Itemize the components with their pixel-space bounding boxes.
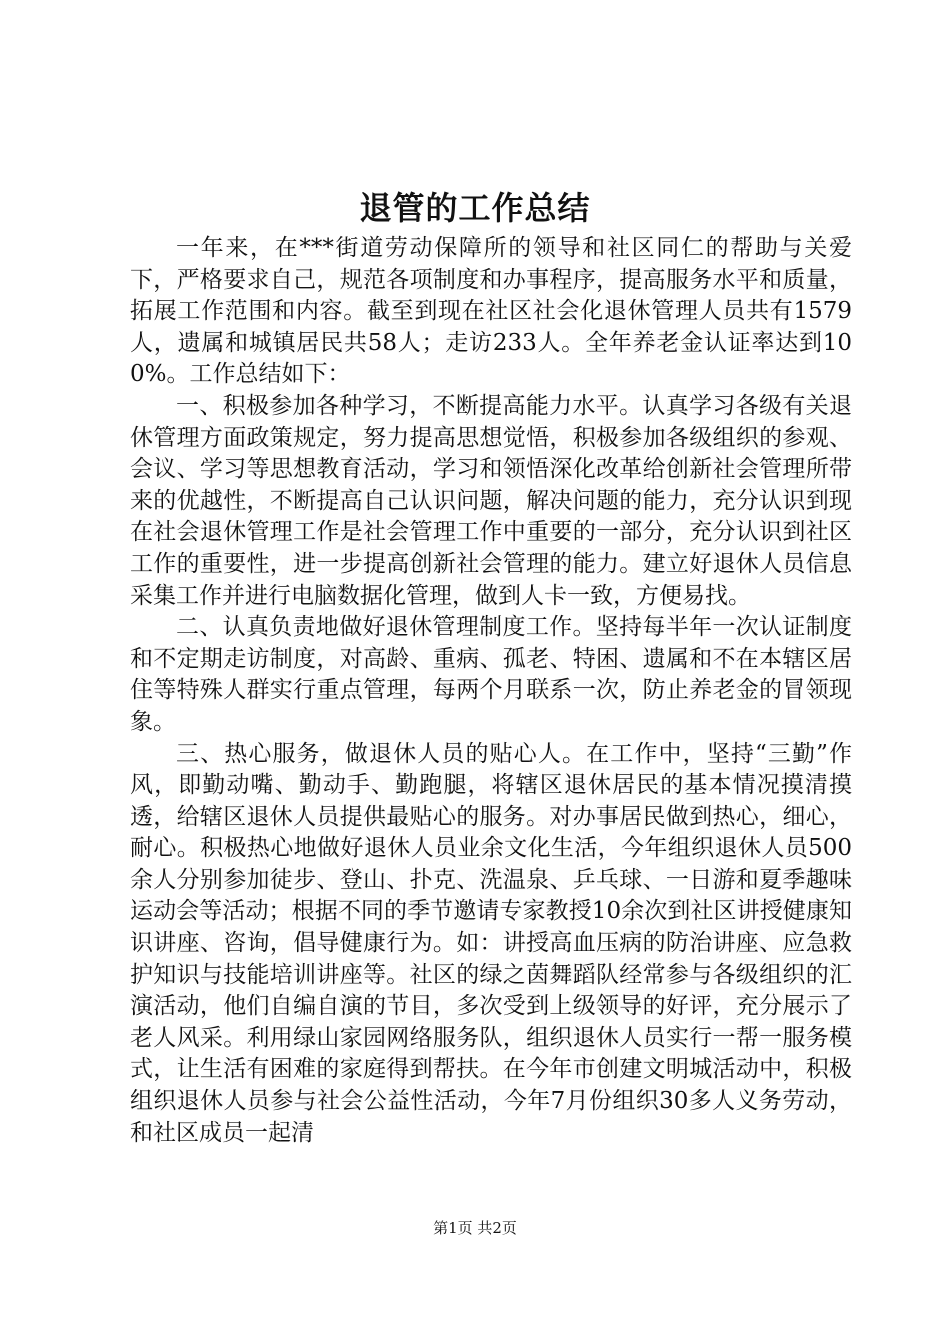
page-number-footer: 第1页 共2页 xyxy=(433,1219,517,1237)
document-title: 退管的工作总结 xyxy=(359,189,591,227)
paragraph-section-1: 一、积极参加各种学习，不断提高能力水平。认真学习各级有关退休管理方面政策规定，努力提高思想觉悟，积极参加各级组织的参观、会议、学习等思想教育活动，学习和领悟深化改革给创新社会管理所带来的优越性，不断提高自己认识问题，解决问题的能力，充分认识到现在社会退休管理工作是社会管理工作中重要的一部分，充分认识到社区工作的重要性，进一步提高创新社会管理的能力。建立好退休人员信息采集工作并进行电脑数据化管理，做到人卡一致，方便易找。 xyxy=(130,392,852,609)
paragraph-section-2: 二、认真负责地做好退休管理制度工作。坚持每半年一次认证制度和不定期走访制度，对高龄、重病、孤老、特困、遗属和不在本辖区居住等特殊人群实行重点管理，每两个月联系一次，防止养老金的冒领现象。 xyxy=(130,614,852,735)
paragraph-intro: 一年来，在***街道劳动保障所的领导和社区同仁的帮助与关爱下，严格要求自己，规范各项制度和办事程序，提高服务水平和质量，拓展工作范围和内容。截至到现在社区社会化退休管理人员共有1579人，遗属和城镇居民共58人；走访233人。全年养老金认证率达到100%。工作总结如下： xyxy=(130,235,852,388)
paragraph-section-3: 三、热心服务，做退休人员的贴心人。在工作中，坚持“三勤”作风，即勤动嘴、勤动手、勤跑腿，将辖区退休居民的基本情况摸清摸透，给辖区退休人员提供最贴心的服务。对办事居民做到热心，细心，耐心。积极热心地做好退休人员业余文化生活，今年组织退休人员500余人分别参加徒步、登山、扑克、洗温泉、乒乓球、一日游和夏季趣味运动会等活动；根据不同的季节邀请专家教授10余次到社区讲授健康知识讲座、咨询，倡导健康行为。如：讲授高血压病的防治讲座、应急救护知识与技能培训讲座等。社区的绿之茵舞蹈队经常参与各级组织的汇演活动，他们自编自演的节目，多次受到上级领导的好评，充分展示了老人风采。利用绿山家园网络服务队，组织退休人员实行一帮一服务模式，让生活有困难的家庭得到帮扶。在今年市创建文明城活动中，积极组织退休人员参与社会公益性活动，今年7月份组织30多人义务劳动，和社区成员一起清 xyxy=(130,740,852,1146)
document-body xyxy=(130,233,852,1149)
